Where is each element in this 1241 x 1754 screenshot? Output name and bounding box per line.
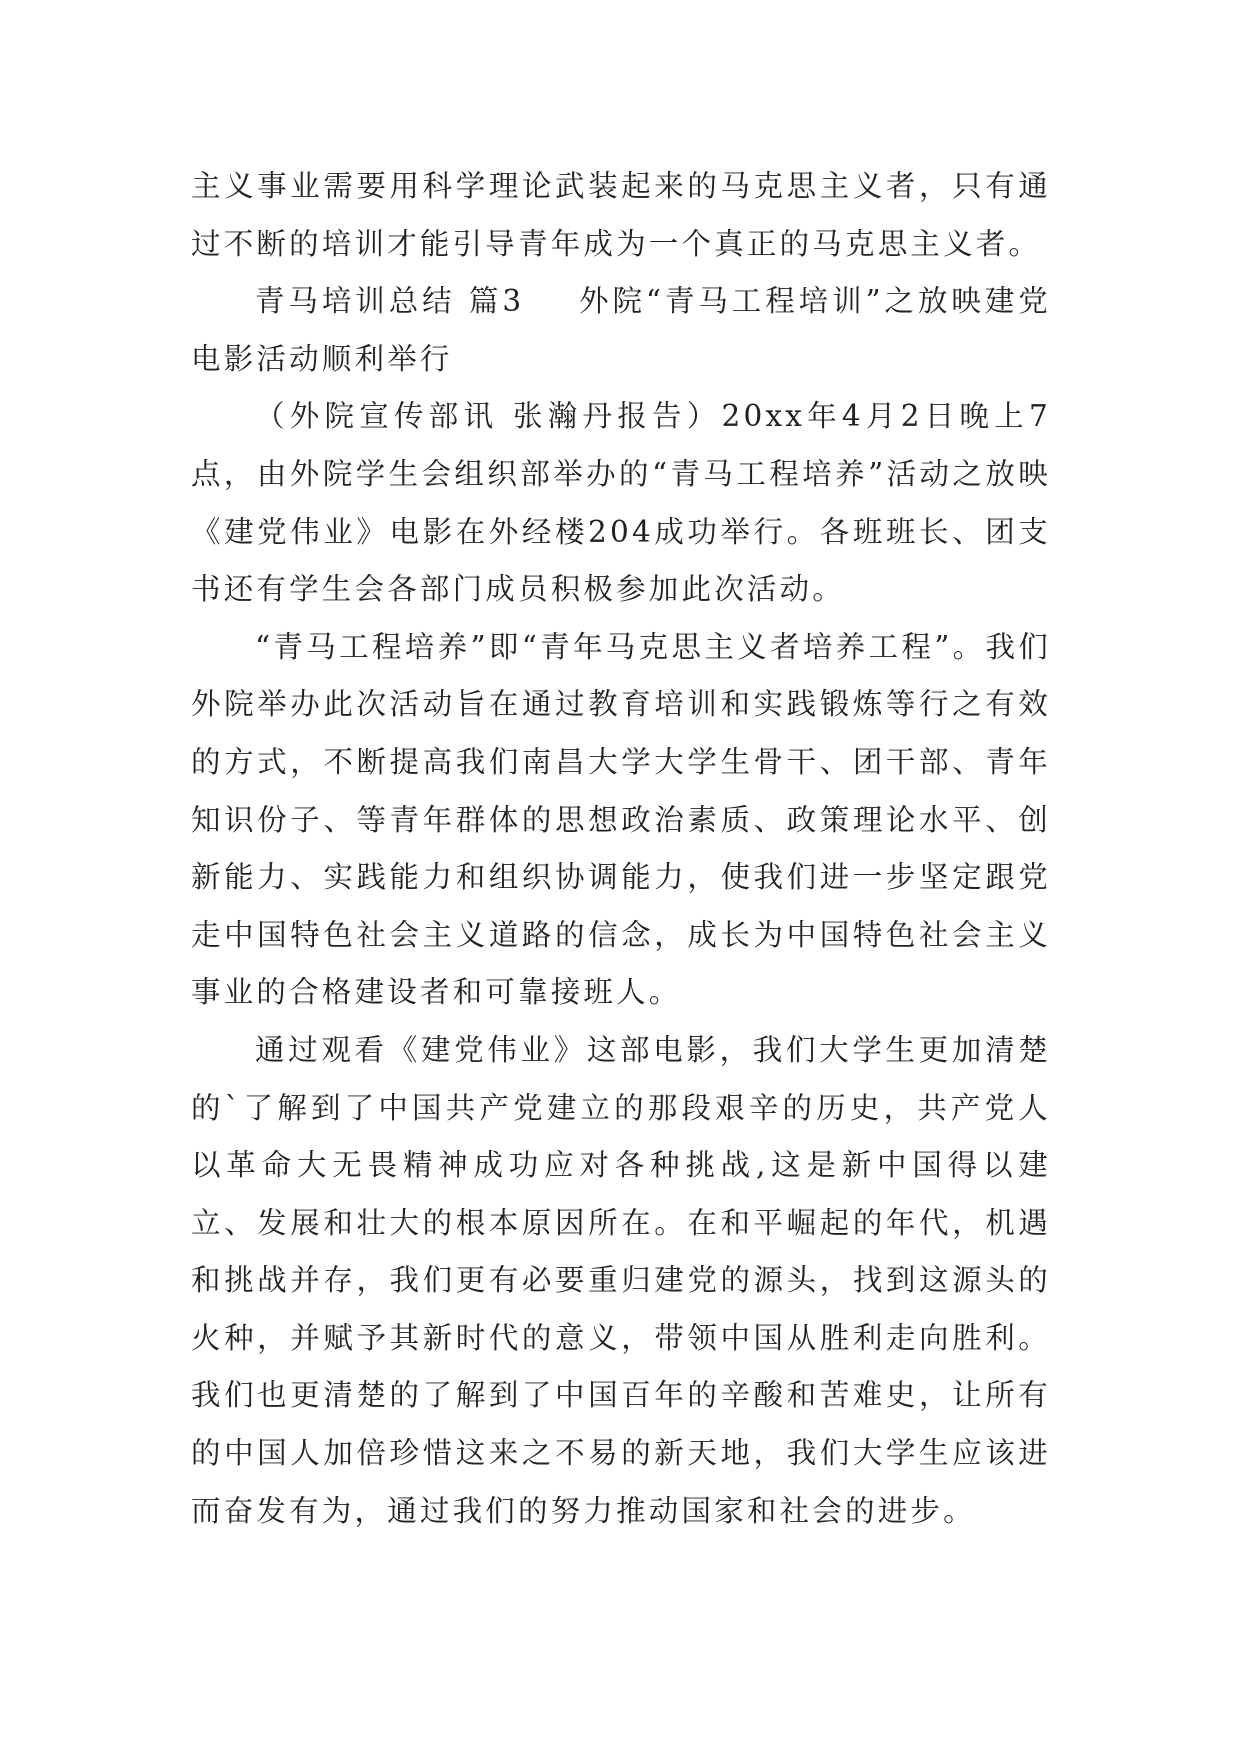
section-heading-title: 外院“青马工程培训”之放映建党电影活动顺利举行 [191, 284, 1051, 376]
document-body [191, 158, 1051, 1540]
section-heading-label: 青马培训总结 篇3 [255, 284, 525, 319]
paragraph-reflection: 通过观看《建党伟业》这部电影，我们大学生更加清楚的`了解到了中国共产党建立的那段艰辛的历史，共产党人以革命大无畏精神成功应对各种挑战,这是新中国得以建立、发展和壮大的根本原因所在。在和平崛起的年代，机遇和挑战并存，我们更有必要重归建党的源头，找到这源头的火种，并赋予其新时代的意义，带领中国从胜利走向胜利。我们也更清楚的了解到了中国百年的辛酸和苦难史，让所有的中国人加倍珍惜这来之不易的新天地，我们大学生应该进而奋发有为，通过我们的努力推动国家和社会的进步。 [191, 1032, 1051, 1528]
paragraph-continuation: 主义事业需要用科学理论武装起来的马克思主义者，只有通过不断的培训才能引导青年成为一个真正的马克思主义者。 [191, 169, 1051, 261]
paragraph-program-intro: “青马工程培养”即“青年马克思主义者培养工程”。我们外院举办此次活动旨在通过教育培训和实践锻炼等行之有效的方式，不断提高我们南昌大学大学生骨干、团干部、青年知识份子、等青年群体的思想政治素质、政策理论水平、创新能力、实践能力和组织协调能力，使我们进一步坚定跟党走中国特色社会主义道路的信念，成长为中国特色社会主义事业的合格建设者和可靠接班人。 [191, 629, 1051, 1010]
paragraph-news-lead: （外院宣传部讯 张瀚丹报告）20xx年4月2日晚上7点，由外院学生会组织部举办的“青马工程培养”活动之放映《建党伟业》电影在外经楼204成功举行。各班班长、团支书还有学生会各部门成员积极参加此次活动。 [191, 399, 1051, 607]
section-heading [191, 273, 1051, 388]
